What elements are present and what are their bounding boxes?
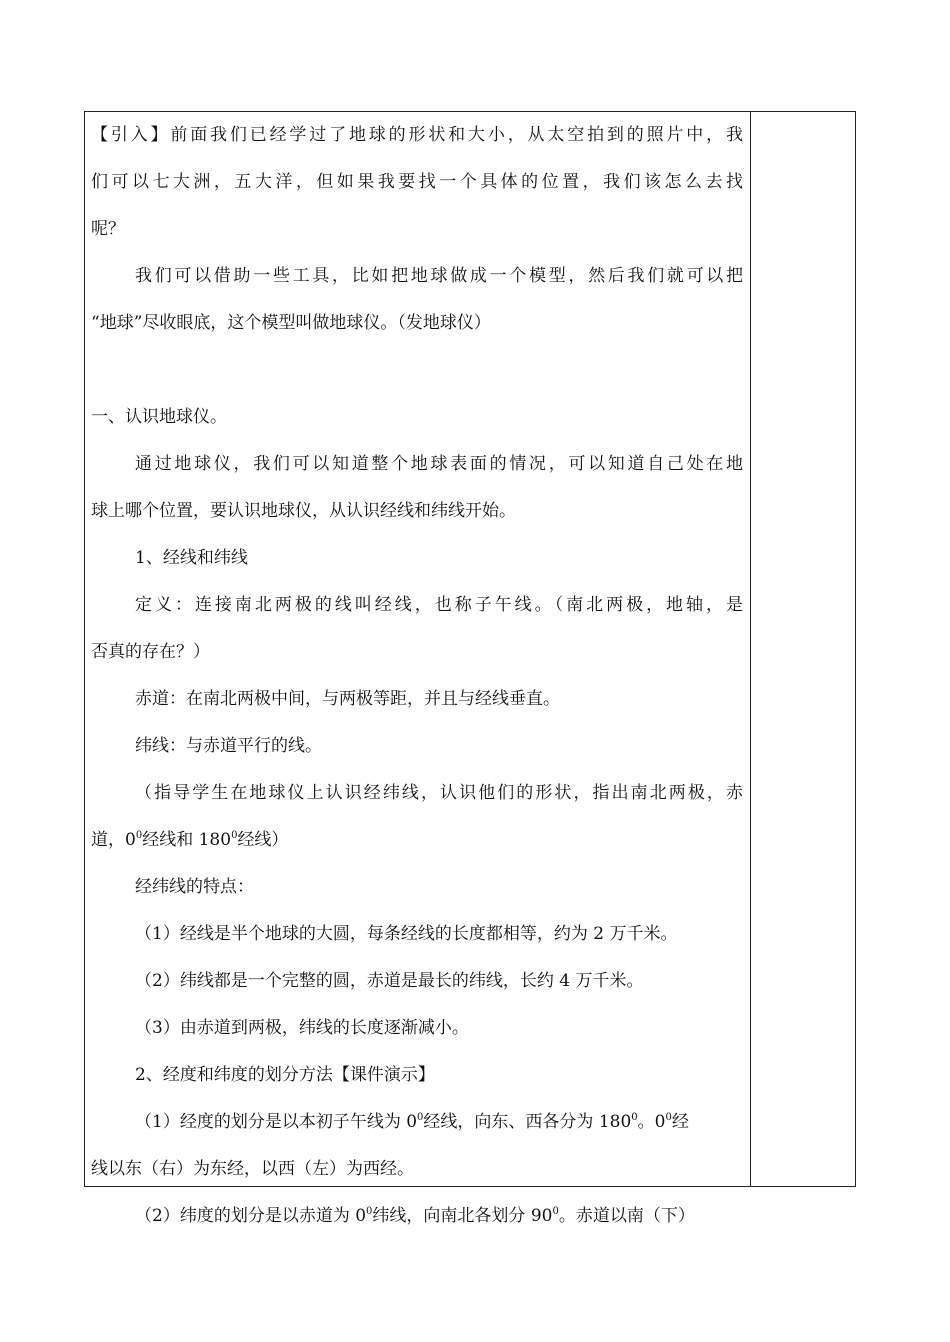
lesson-table <box>84 111 856 1226</box>
content-cell <box>85 112 751 1226</box>
definition-line-1: 定义：连接南北两极的线叫经线，也称子午线。（南北两极，地轴，是 <box>135 595 743 615</box>
guide-line-1: （指导学生在地球仪上认识经纬线，认识他们的形状，指出南北两极，赤 <box>135 783 743 803</box>
spacer <box>91 347 743 394</box>
guide-text-b: 经线和 180 <box>142 830 232 850</box>
intro-line-3: 呢？ <box>91 219 125 239</box>
subsection-2-heading: 2、经度和纬度的划分方法【课件演示】 <box>135 1065 435 1085</box>
degree-mark: 0 <box>366 1206 373 1217</box>
feature-1: （1）经线是半个地球的大圆，每条经线的长度都相等，约为 2 万千米。 <box>135 924 678 944</box>
lon-text-d: 经 <box>671 1112 689 1132</box>
degree-mark: 0 <box>231 830 238 841</box>
feature-3: （3）由赤道到两极，纬线的长度逐渐减小。 <box>135 1018 469 1038</box>
section-heading: 一、认识地球仪。 <box>91 407 227 427</box>
guide-text-c: 经线） <box>237 830 289 850</box>
degree-mark: 0 <box>552 1206 559 1217</box>
degree-mark: 0 <box>135 830 143 841</box>
intro-line-5: “地球”尽收眼底，这个模型叫做地球仪。（发地球仪） <box>91 313 491 333</box>
lon-text-a: （1）经度的划分是以本初子午线为 0 <box>135 1112 418 1132</box>
lat-text-c: 。赤道以南（下） <box>558 1206 695 1226</box>
globe-para-line-1: 通过地球仪，我们可以知道整个地球表面的情况，可以知道自己处在地 <box>135 454 743 474</box>
lat-text-a: （2）纬度的划分是以赤道为 0 <box>135 1206 367 1226</box>
notes-cell <box>751 112 855 1186</box>
longitude-line-2: 线以东（右）为东经，以西（左）为西经。 <box>91 1159 414 1179</box>
intro-line-4: 我们可以借助一些工具，比如把地球做成一个模型，然后我们就可以把 <box>135 266 743 286</box>
feature-2: （2）纬线都是一个完整的圆，赤道是最长的纬线，长约 4 万千米。 <box>135 971 644 991</box>
features-heading: 经纬线的特点： <box>135 877 254 897</box>
degree-mark: 0 <box>665 1112 672 1123</box>
latitude-division-line <box>91 1193 743 1240</box>
guide-line-2 <box>91 817 743 864</box>
subsection-1-heading: 1、经线和纬线 <box>135 548 248 568</box>
equator-definition: 赤道：在南北两极中间，与两极等距，并且与经线垂直。 <box>135 689 560 709</box>
globe-para-line-2: 球上哪个位置，要认识地球仪，从认识经线和纬线开始。 <box>91 501 516 521</box>
guide-text-a: 道，0 <box>91 830 136 850</box>
intro-line-1: 【引入】前面我们已经学过了地球的形状和大小，从太空拍到的照片中，我 <box>91 125 743 145</box>
longitude-line-1 <box>91 1099 743 1146</box>
intro-line-2: 们可以七大洲，五大洋，但如果我要找一个具体的位置，我们该怎么去找 <box>91 172 743 192</box>
lon-text-b: 经线，向东、西各分为 180 <box>423 1112 632 1132</box>
degree-mark: 0 <box>631 1112 638 1123</box>
definition-line-2: 否真的存在？） <box>91 642 210 662</box>
lesson-content <box>91 112 743 1240</box>
lon-text-c: 。0 <box>637 1112 666 1132</box>
lat-text-b: 纬线，向南北各划分 90 <box>372 1206 553 1226</box>
degree-mark: 0 <box>417 1112 424 1123</box>
latitude-definition: 纬线：与赤道平行的线。 <box>135 736 322 756</box>
